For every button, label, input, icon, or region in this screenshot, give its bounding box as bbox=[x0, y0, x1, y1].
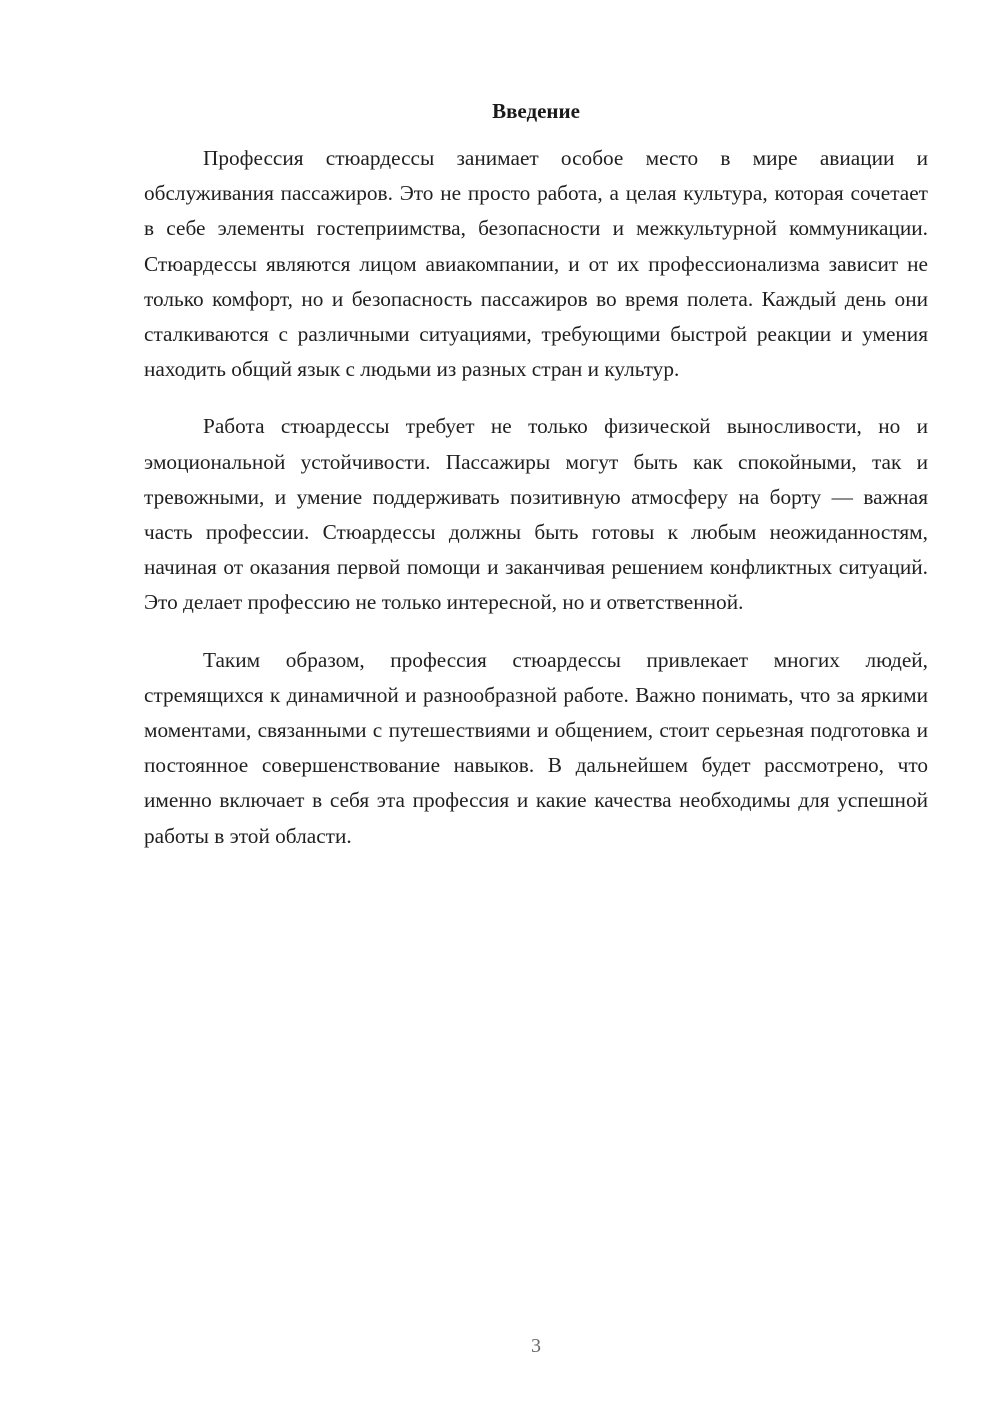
paragraph-1: Профессия стюардессы занимает особое место в мире авиации и обслуживания пассажиров. Это не просто работа, а целая культура, которая сочетает в себе элементы гостеприимства, безопасности и межкультурной коммуникации. Стюардессы являются лицом авиакомпании, и от их профессионализма зависит не только комфорт, но и безопасность пассажиров во время полета. Каждый день они сталкиваются с различными ситуациями, требующими быстрой реакции и умения находить общий язык с людьми из разных стран и культур. bbox=[144, 146, 928, 382]
body-text bbox=[144, 141, 928, 876]
page-number: 3 bbox=[531, 1335, 541, 1357]
section-title: Введение bbox=[492, 99, 580, 123]
paragraph-2: Работа стюардессы требует не только физической выносливости, но и эмоциональной устойчивости. Пассажиры могут быть как спокойными, так и тревожными, и умение поддерживать позитивную атмосферу на борту — важная часть профессии. Стюардессы должны быть готовы к любым неожиданностям, начиная от оказания первой помощи и заканчивая решением конфликтных ситуаций. Это делает профессию не только интересной, но и ответственной. bbox=[144, 414, 928, 615]
paragraph-3: Таким образом, профессия стюардессы привлекает многих людей, стремящихся к динамичной и разнообразной работе. Важно понимать, что за яркими моментами, связанными с путешествиями и общением, стоит серьезная подготовка и постоянное совершенствование навыков. В дальнейшем будет рассмотрено, что именно включает в себя эта профессия и какие качества необходимы для успешной работы в этой области. bbox=[144, 647, 928, 848]
